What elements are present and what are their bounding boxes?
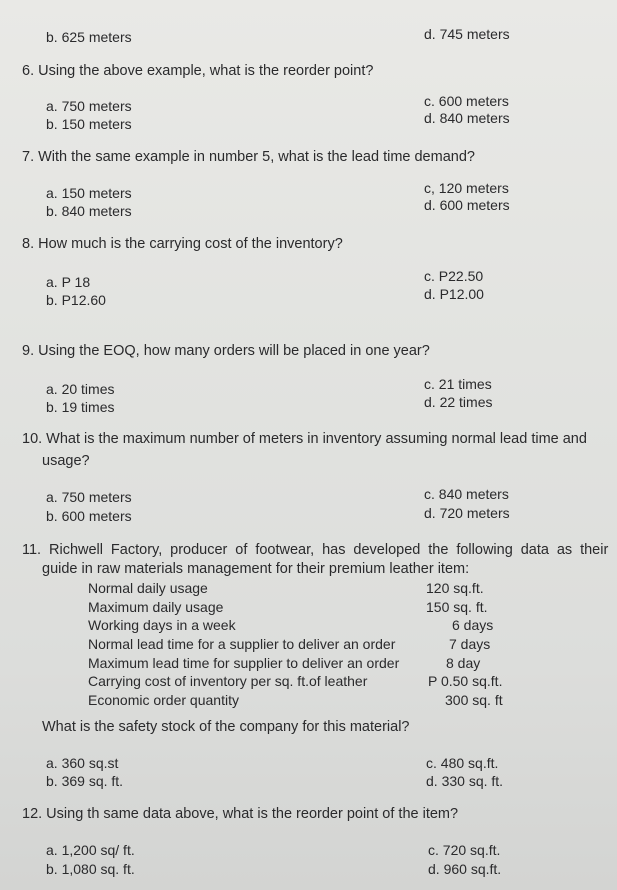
q10-question-line2: usage? bbox=[42, 453, 90, 469]
data-label-working-days: Working days in a week bbox=[88, 617, 236, 633]
q12-option-a: a. 1,200 sq/ ft. bbox=[46, 842, 135, 858]
q9-option-c: c. 21 times bbox=[424, 376, 492, 392]
q10-option-c: c. 840 meters bbox=[424, 486, 509, 502]
data-label-maximum-daily-usage: Maximum daily usage bbox=[88, 599, 224, 615]
q12-question: 12. Using th same data above, what is the reorder point of the item? bbox=[22, 806, 459, 822]
q5-option-d: d. 745 meters bbox=[424, 26, 510, 42]
q9-option-a: a. 20 times bbox=[46, 381, 115, 397]
q6-option-c: c. 600 meters bbox=[424, 93, 509, 109]
data-label-normal-daily-usage: Normal daily usage bbox=[88, 580, 208, 596]
q7-option-a: a. 150 meters bbox=[46, 185, 132, 201]
q8-option-b: b. P12.60 bbox=[46, 292, 106, 308]
q6-option-d: d. 840 meters bbox=[424, 110, 510, 126]
q5-option-b: b. 625 meters bbox=[46, 29, 132, 45]
data-value-normal-lead-time: 7 days bbox=[449, 636, 491, 652]
data-label-economic-order-quantity: Economic order quantity bbox=[88, 692, 239, 708]
q7-option-d: d. 600 meters bbox=[424, 197, 510, 213]
q7-option-c: c, 120 meters bbox=[424, 180, 509, 196]
q10-option-d: d. 720 meters bbox=[424, 505, 510, 521]
q10-option-a: a. 750 meters bbox=[46, 489, 132, 505]
data-label-normal-lead-time: Normal lead time for a supplier to deliver an order bbox=[88, 636, 396, 652]
q10-option-b: b. 600 meters bbox=[46, 508, 132, 524]
q6-option-b: b. 150 meters bbox=[46, 116, 132, 132]
data-value-maximum-daily-usage: 150 sq. ft. bbox=[426, 599, 488, 615]
q8-option-c: c. P22.50 bbox=[424, 268, 484, 284]
q7-question: 7. With the same example in number 5, what is the lead time demand? bbox=[22, 149, 475, 165]
data-label-carrying-cost: Carrying cost of inventory per sq. ft.of leather bbox=[88, 673, 368, 689]
q7-option-b: b. 840 meters bbox=[46, 203, 132, 219]
q9-option-b: b. 19 times bbox=[46, 399, 115, 415]
data-value-carrying-cost: P 0.50 sq.ft. bbox=[428, 673, 503, 689]
data-value-maximum-lead-time: 8 day bbox=[446, 655, 481, 671]
q11-option-c: c. 480 sq.ft. bbox=[426, 755, 499, 771]
q11-question-line1: 11. Richwell Factory, producer of footwear, has developed the following data as their bbox=[22, 542, 609, 558]
data-label-maximum-lead-time: Maximum lead time for supplier to deliver an order bbox=[88, 655, 400, 671]
q12-option-c: c. 720 sq.ft. bbox=[428, 842, 501, 858]
q11-question-line2: guide in raw materials management for their premium leather item: bbox=[42, 561, 470, 577]
q8-question: 8. How much is the carrying cost of the inventory? bbox=[22, 236, 343, 252]
q6-option-a: a. 750 meters bbox=[46, 98, 132, 114]
data-value-working-days: 6 days bbox=[452, 617, 494, 633]
q8-option-a: a. P 18 bbox=[46, 274, 91, 290]
q8-option-d: d. P12.00 bbox=[424, 286, 484, 302]
q12-option-d: d. 960 sq.ft. bbox=[428, 861, 502, 877]
q12-option-b: b. 1,080 sq. ft. bbox=[46, 861, 135, 877]
q6-question: 6. Using the above example, what is the reorder point? bbox=[22, 63, 374, 79]
data-value-normal-daily-usage: 120 sq.ft. bbox=[426, 580, 484, 596]
q10-question-line1: 10. What is the maximum number of meters in inventory assuming normal lead time and bbox=[22, 431, 587, 447]
q11-option-d: d. 330 sq. ft. bbox=[426, 773, 504, 789]
q9-question: 9. Using the EOQ, how many orders will be placed in one year? bbox=[22, 343, 430, 359]
data-value-economic-order-quantity: 300 sq. ft bbox=[445, 692, 503, 708]
q11-option-a: a. 360 sq.st bbox=[46, 755, 119, 771]
q11-sub-question: What is the safety stock of the company for this material? bbox=[42, 719, 410, 735]
q9-option-d: d. 22 times bbox=[424, 394, 493, 410]
q11-option-b: b. 369 sq. ft. bbox=[46, 773, 124, 789]
